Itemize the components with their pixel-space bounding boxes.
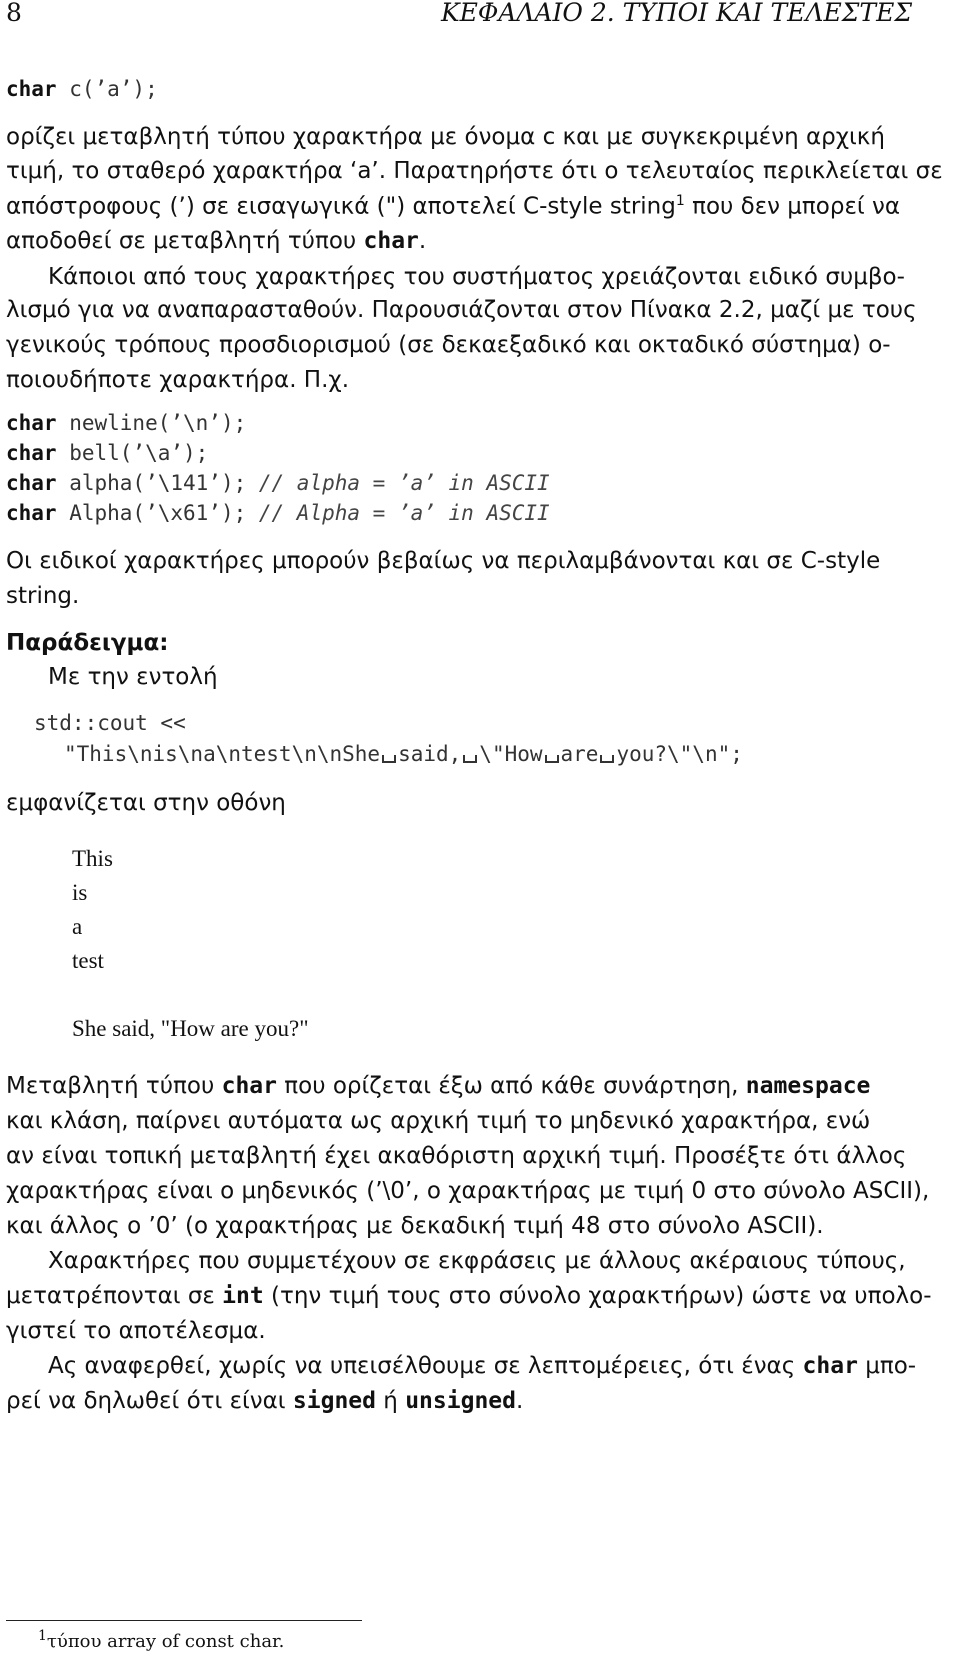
code-keyword: char bbox=[6, 501, 57, 525]
inline-keyword: char bbox=[363, 228, 419, 254]
text: που ορίζεται έξω από κάθε συνάρτηση, bbox=[276, 1073, 746, 1099]
para1-line4-text: αποδοθεί σε μεταβλητή τύπου bbox=[6, 228, 364, 254]
text: ή bbox=[376, 1388, 406, 1414]
inline-keyword: int bbox=[222, 1283, 264, 1309]
code-rest: c(’a’); bbox=[56, 77, 158, 101]
code-keyword: char bbox=[6, 471, 57, 495]
example-heading: Παράδειγμα: bbox=[6, 630, 169, 656]
para2-line2: λισμό για να αναπαρασταθούν. Παρουσιάζονται στον Πίνακα 2.2, μαζί με τους bbox=[6, 297, 917, 323]
para1-line3 bbox=[6, 193, 900, 220]
inline-keyword: char bbox=[221, 1073, 277, 1099]
text: Μεταβλητή τύπου bbox=[6, 1073, 222, 1099]
visible-space-icon bbox=[463, 755, 477, 763]
para1-line4 bbox=[6, 228, 426, 254]
visible-space-icon bbox=[545, 755, 559, 763]
code-rest: newline(’\n’); bbox=[56, 411, 247, 435]
code-bell bbox=[6, 441, 208, 465]
code-rest: alpha(’\141’); bbox=[56, 471, 259, 495]
para1-line3-text: απόστροφους (’) σε εισαγωγικά (") αποτελεί C-style string bbox=[6, 193, 676, 220]
para4-line5: και άλλος ο ’0’ (ο χαρακτήρας με δεκαδική τιμή 48 στο σύνολο ASCII). bbox=[6, 1213, 824, 1239]
text: . bbox=[515, 1388, 524, 1414]
code-segment: are bbox=[560, 742, 599, 766]
code-keyword: char bbox=[6, 411, 57, 435]
para2-line3: γενικούς τρόπους προσδιορισμού (σε δεκαεξαδικό και οκταδικό σύστημα) ο- bbox=[6, 332, 891, 358]
running-title: ΚΕΦΑΛΑΙΟ 2. ΤΥΠΟΙ ΚΑΙ ΤΕΛΕΣΤΕΣ bbox=[440, 0, 912, 27]
code-segment: said, bbox=[398, 742, 462, 766]
output-line: This bbox=[72, 846, 113, 871]
para1-line3-text-end: που δεν μπορεί να bbox=[684, 193, 900, 220]
output-line: test bbox=[72, 948, 104, 973]
code-comment: // alpha = ’a’ in ASCII bbox=[258, 471, 550, 495]
para3-line2: string. bbox=[6, 583, 80, 609]
footnote-rule bbox=[6, 1620, 362, 1621]
code-comment: // Alpha = ’a’ in ASCII bbox=[258, 501, 550, 525]
code-declaration-c bbox=[6, 77, 158, 101]
para4-line3: αν είναι τοπική μεταβλητή έχει ακαθόριστη αρχική τιμή. Προσέξτε ότι άλλος bbox=[6, 1143, 907, 1169]
text: Ας αναφερθεί, χωρίς να υπεισέλθουμε σε λεπτομέρειες, ότι ένας bbox=[48, 1353, 803, 1379]
output-line: She said, "How are you?" bbox=[72, 1016, 309, 1041]
para2-line4: ποιουδήποτε χαρακτήρα. Π.χ. bbox=[6, 367, 350, 393]
para4-line1 bbox=[6, 1073, 870, 1099]
code-Alpha bbox=[6, 501, 550, 525]
para6-line1 bbox=[48, 1353, 916, 1379]
code-segment: \"How bbox=[479, 742, 543, 766]
para5-line2 bbox=[6, 1283, 932, 1309]
para3-line1: Οι ειδικοί χαρακτήρες μπορούν βεβαίως να περιλαμβάνονται και σε C-style bbox=[6, 548, 881, 574]
visible-space-icon bbox=[382, 755, 396, 763]
para1-line4-end: . bbox=[418, 228, 427, 254]
code-segment: "This\nis\na\ntest\n\nShe bbox=[64, 742, 381, 766]
para5-line3: γιστεί το αποτέλεσμα. bbox=[6, 1318, 266, 1344]
para5-line1: Χαρακτήρες που συμμετέχουν σε εκφράσεις με άλλους ακέραιους τύπους, bbox=[48, 1248, 906, 1274]
footnote-text: τύπου array of const char. bbox=[46, 1631, 285, 1652]
inline-keyword: unsigned bbox=[405, 1388, 516, 1414]
para4-line4: χαρακτήρας είναι ο μηδενικός (’\0’, ο χαρακτήρας με τιμή 0 στο σύνολο ASCII), bbox=[6, 1178, 930, 1204]
para2-line1: Κάποιοι από τους χαρακτήρες του συστήματος χρειάζονται ειδικό συμβο- bbox=[48, 264, 905, 290]
para4-line2: και κλάση, παίρνει αυτόματα ως αρχική τιμή το μηδενικό χαρακτήρα, ενώ bbox=[6, 1108, 871, 1134]
code-rest: bell(’\a’); bbox=[56, 441, 209, 465]
code-rest: Alpha(’\x61’); bbox=[56, 501, 259, 525]
footnote-ref[interactable]: 1 bbox=[675, 193, 685, 209]
example-shown-label: εμφανίζεται στην οθόνη bbox=[6, 790, 286, 816]
inline-keyword: namespace bbox=[745, 1073, 871, 1099]
code-keyword: char bbox=[6, 77, 57, 101]
para6-line2 bbox=[6, 1388, 523, 1414]
footnote bbox=[38, 1628, 284, 1652]
example-intro: Με την εντολή bbox=[48, 664, 218, 690]
code-alpha bbox=[6, 471, 550, 495]
code-newline bbox=[6, 411, 246, 435]
visible-space-icon bbox=[600, 755, 614, 763]
text: (την τιμή τους στο σύνολο χαρακτήρων) ώστε να υπολο- bbox=[263, 1283, 932, 1309]
example-code-line1: std::cout << bbox=[34, 711, 186, 735]
code-segment: you?\"\n"; bbox=[616, 742, 743, 766]
inline-keyword: char bbox=[802, 1353, 858, 1379]
text: μετατρέπονται σε bbox=[6, 1283, 223, 1309]
footnote-mark: 1 bbox=[38, 1628, 47, 1644]
output-line: a bbox=[72, 914, 83, 939]
para1-line2: τιμή, το σταθερό χαρακτήρα ‘a’. Παρατηρήστε ότι ο τελευταίος περικλείεται σε bbox=[6, 158, 943, 184]
inline-keyword: signed bbox=[292, 1388, 376, 1414]
page-number: 8 bbox=[6, 0, 22, 27]
text: μπο- bbox=[857, 1353, 917, 1379]
code-keyword: char bbox=[6, 441, 57, 465]
example-code-line2 bbox=[64, 742, 743, 766]
para1-line1: ορίζει μεταβλητή τύπου χαρακτήρα με όνομα c και με συγκεκριμένη αρχική bbox=[6, 124, 885, 150]
output-line: is bbox=[72, 880, 88, 905]
text: ρεί να δηλωθεί ότι είναι bbox=[6, 1388, 293, 1414]
